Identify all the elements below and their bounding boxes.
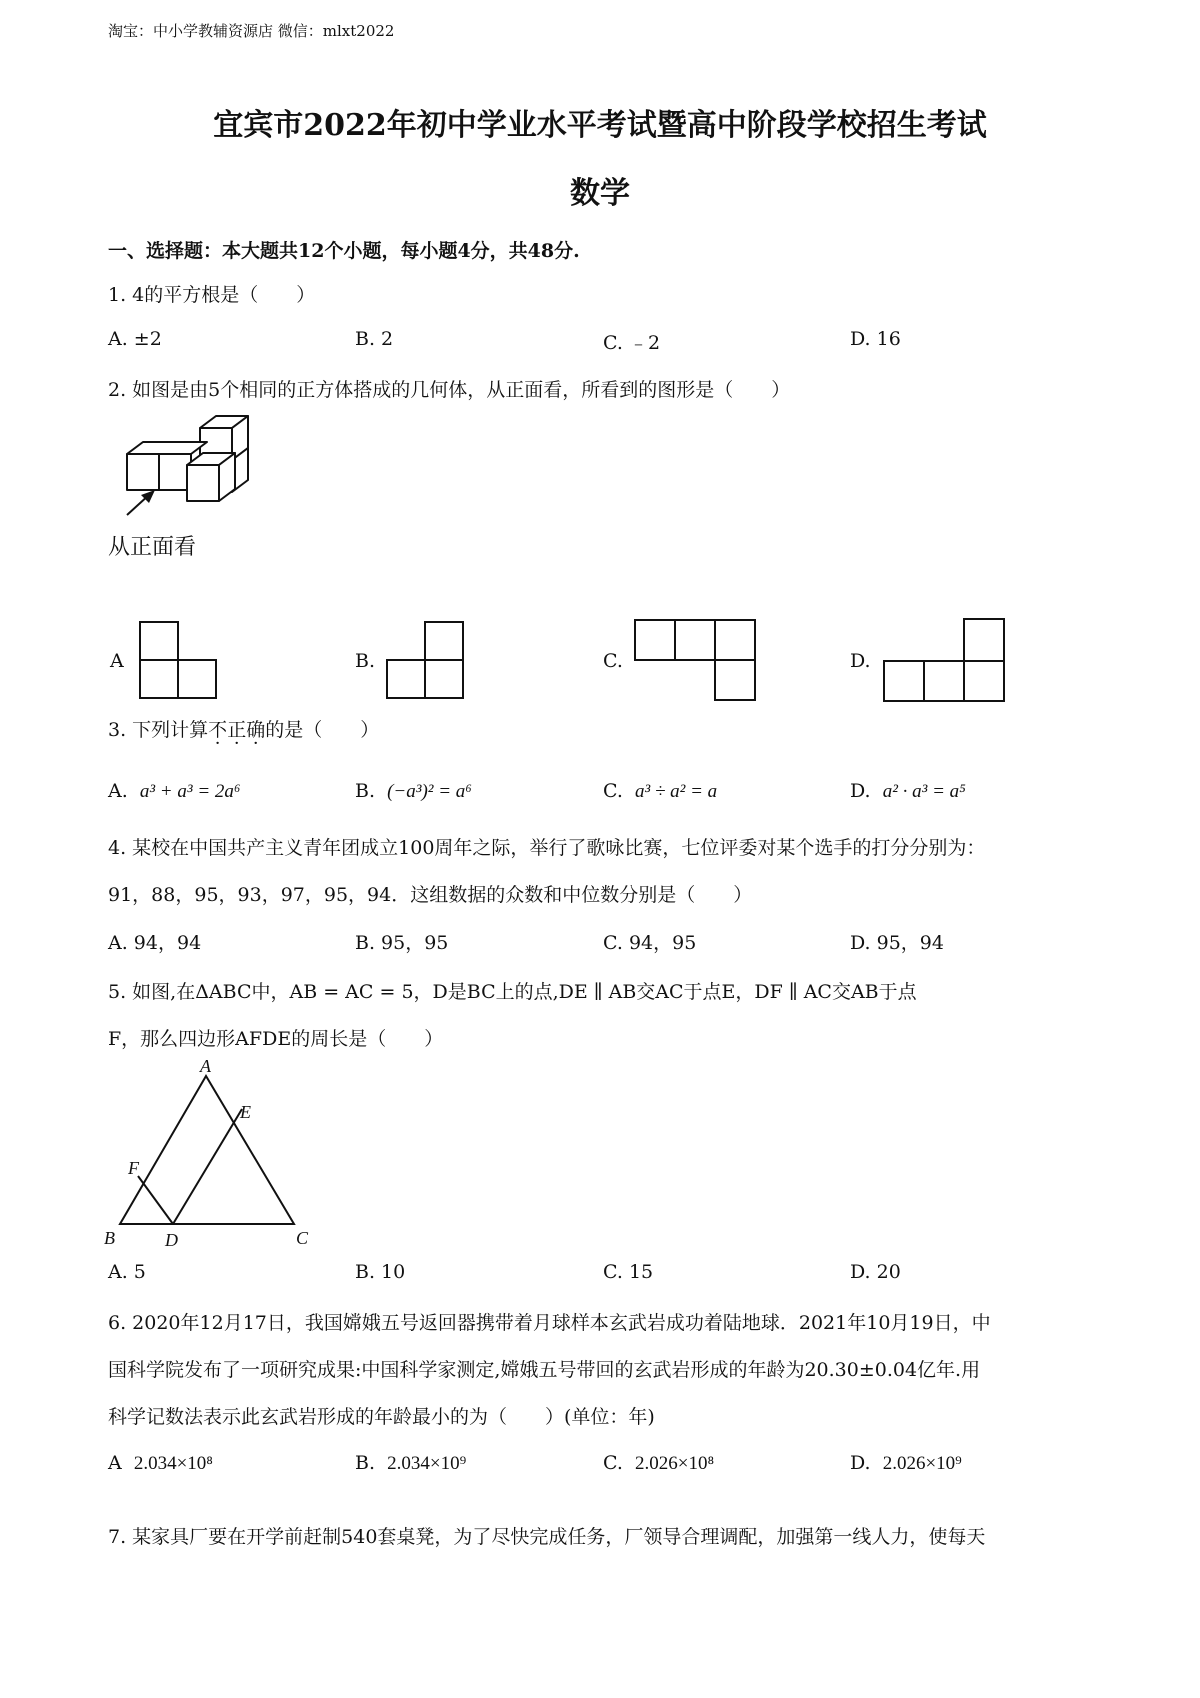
q3-option-c: C. a³ ÷ a² = a bbox=[603, 780, 718, 802]
q3-option-c-expr: a³ ÷ a² = a bbox=[635, 781, 718, 802]
q1-option-a: A. ±2 bbox=[108, 328, 162, 350]
q6-option-a: A 2.034×10⁸ bbox=[108, 1452, 213, 1474]
label-d: D bbox=[165, 1230, 178, 1248]
q6-option-a-expr: 2.034×10⁸ bbox=[133, 1453, 213, 1474]
q2-option-d-figure bbox=[880, 617, 1010, 705]
question-5-line-1: 5. 如图,在ΔABC中，AB = AC = 5，D是BC上的点,DE ∥ AB交AC于点E，DF ∥ AC交AB于点 bbox=[108, 981, 917, 1003]
q5-option-d: D. 20 bbox=[850, 1261, 901, 1283]
question-6-line-1: 6. 2020年12月17日，我国嫦娥五号返回器携带着月球样本玄武岩成功着陆地球．2021年10月19日，中 bbox=[108, 1312, 991, 1334]
front-view-label: 从正面看 bbox=[108, 535, 197, 560]
q5-option-a: A. 5 bbox=[108, 1261, 146, 1283]
label-c: C bbox=[296, 1228, 309, 1248]
question-6-line-2: 国科学院发布了一项研究成果:中国科学家测定,嫦娥五号带回的玄武岩形成的年龄为20.30±0.04亿年.用 bbox=[108, 1359, 981, 1381]
q1-option-b: B. 2 bbox=[355, 328, 394, 350]
q1-option-c: C. ﹣2 bbox=[603, 332, 661, 354]
q2-option-c-figure bbox=[633, 618, 759, 704]
q4-option-d: D. 95，94 bbox=[850, 932, 944, 954]
q3-option-a-expr: a³ + a³ = 2a⁶ bbox=[139, 781, 241, 802]
q3-option-d: D. a² · a³ = a⁵ bbox=[850, 780, 966, 802]
q6-option-b: B. 2.034×10⁹ bbox=[355, 1452, 467, 1474]
q2-option-b-label: B. bbox=[355, 650, 376, 672]
q6-option-c: C. 2.026×10⁸ bbox=[603, 1452, 715, 1474]
q2-option-a-figure bbox=[138, 620, 222, 704]
q2-option-b-figure bbox=[385, 620, 469, 704]
q4-option-c: C. 94，95 bbox=[603, 932, 697, 954]
q2-option-a-label: A bbox=[110, 650, 124, 672]
q3-stem-post: 的是（ ） bbox=[265, 719, 380, 741]
section-heading: 一、选择题：本大题共12个小题，每小题4分，共48分. bbox=[108, 240, 580, 262]
question-3-stem bbox=[108, 715, 379, 742]
q3-stem-pre: 3. 下列计算 bbox=[108, 719, 209, 741]
q3-option-a: A. a³ + a³ = 2a⁶ bbox=[108, 780, 241, 802]
q3-emphasis-char: 正 bbox=[227, 719, 247, 741]
question-4-line-1: 4. 某校在中国共产主义青年团成立100周年之际，举行了歌咏比赛，七位评委对某个选手的打分分别为： bbox=[108, 837, 986, 859]
q6-option-b-expr: 2.034×10⁹ bbox=[387, 1453, 467, 1474]
q5-option-c: C. 15 bbox=[603, 1261, 654, 1283]
q5-option-b: B. 10 bbox=[355, 1261, 406, 1283]
q3-option-d-expr: a² · a³ = a⁵ bbox=[882, 781, 966, 802]
q3-emphasis-char: 确 bbox=[246, 719, 266, 741]
q3-option-b-expr: (−a³)² = a⁶ bbox=[387, 781, 472, 802]
question-4-line-2: 91，88，95，93，97，95，94．这组数据的众数和中位数分别是（ ） bbox=[108, 884, 753, 906]
label-b: B bbox=[104, 1228, 115, 1248]
cube-solid-figure bbox=[105, 410, 285, 520]
triangle-figure bbox=[100, 1058, 320, 1248]
question-6-line-3: 科学记数法表示此玄武岩形成的年龄最小的为（ ）(单位：年) bbox=[108, 1406, 655, 1428]
q3-option-b: B. (−a³)² = a⁶ bbox=[355, 780, 472, 802]
label-e: E bbox=[240, 1102, 251, 1122]
question-2-stem: 2. 如图是由5个相同的正方体搭成的几何体，从正面看，所看到的图形是（ ） bbox=[108, 379, 791, 401]
q6-option-d-expr: 2.026×10⁹ bbox=[882, 1453, 962, 1474]
q4-option-a: A. 94，94 bbox=[108, 932, 202, 954]
question-1-stem: 1. 4的平方根是（ ） bbox=[108, 284, 316, 306]
q3-emphasis-char: 不 bbox=[208, 719, 228, 741]
page-header: 淘宝：中小学教辅资源店 微信：mlxt2022 bbox=[108, 22, 395, 40]
exam-title: 宜宾市2022年初中学业水平考试暨高中阶段学校招生考试 bbox=[213, 108, 987, 143]
label-f: F bbox=[128, 1158, 139, 1178]
q4-option-b: B. 95，95 bbox=[355, 932, 449, 954]
q1-option-d: D. 16 bbox=[850, 328, 901, 350]
q6-option-c-expr: 2.026×10⁸ bbox=[635, 1453, 715, 1474]
label-a: A bbox=[200, 1058, 211, 1076]
q2-option-c-label: C. bbox=[603, 650, 623, 672]
question-7-line-1: 7. 某家具厂要在开学前赶制540套桌凳，为了尽快完成任务，厂领导合理调配，加强第一线人力，使每天 bbox=[108, 1526, 986, 1548]
exam-subject: 数学 bbox=[570, 176, 630, 211]
question-5-line-2: F，那么四边形AFDE的周长是（ ） bbox=[108, 1028, 444, 1050]
q2-option-d-label: D. bbox=[850, 650, 871, 672]
q6-option-d: D. 2.026×10⁹ bbox=[850, 1452, 962, 1474]
